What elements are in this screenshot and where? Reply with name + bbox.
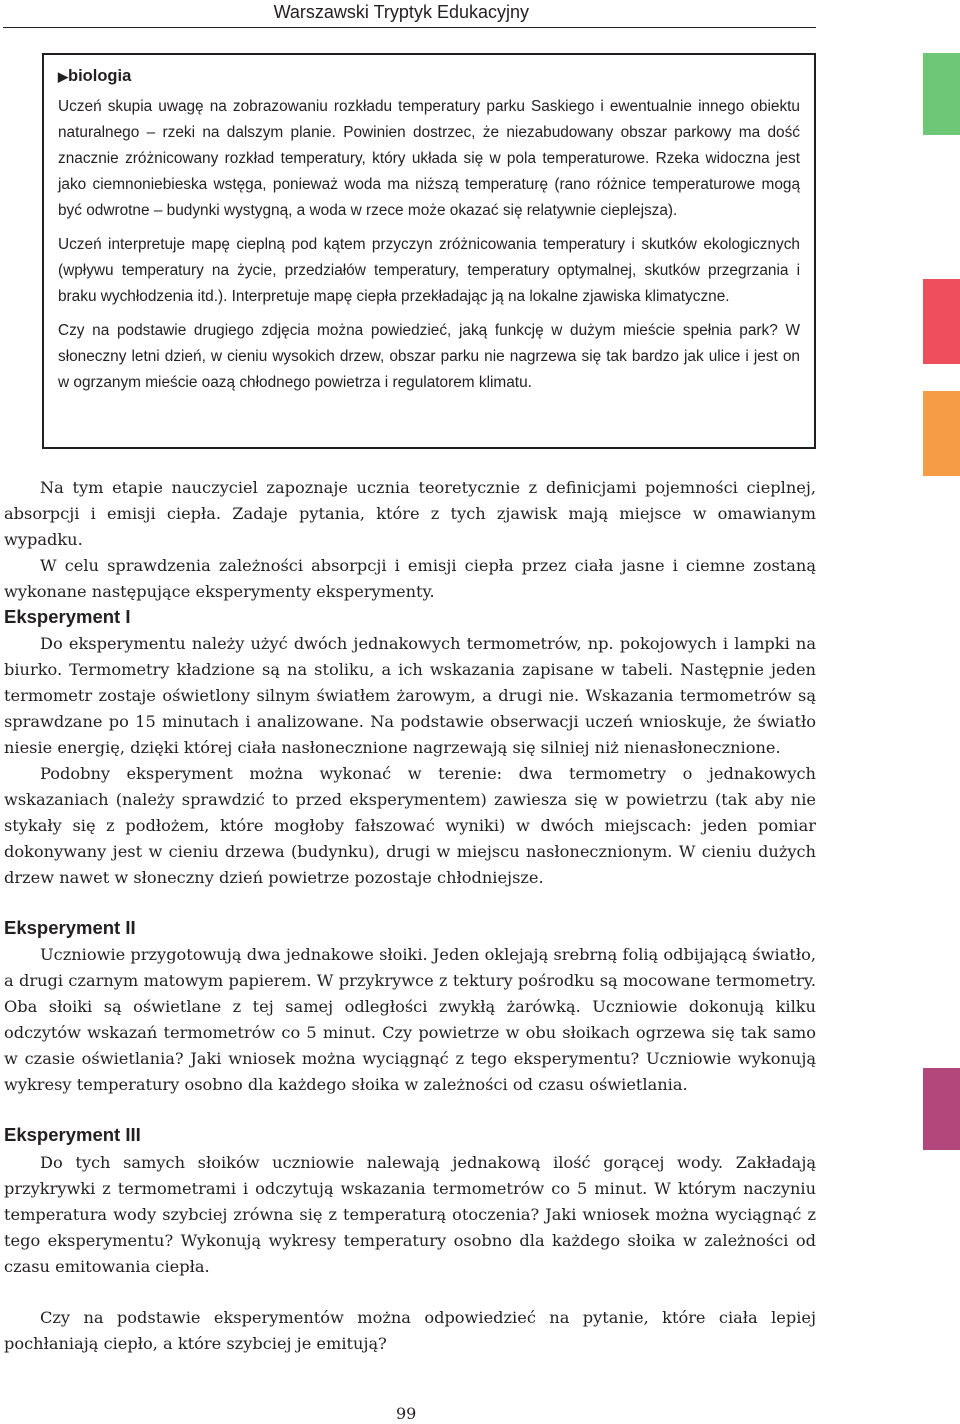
body-paragraph: Na tym etapie nauczyciel zapoznaje ucznia teoretycznie z definicjami pojemności cieplnej, absorpcji i emisji ciepła. Zadaje pytania, które z tych zjawisk mają miejsce w omawianym wypadku. [4, 478, 816, 549]
experiment-1-text [4, 631, 816, 891]
box-heading [58, 65, 800, 88]
experiment-3-title: Eksperyment III [4, 1124, 141, 1145]
body-paragraph: Czy na podstawie eksperymentów można odpowiedzieć na pytanie, które ciała lepiej pochłaniają ciepło, a które szybciej je emitują? [4, 1308, 816, 1353]
experiment-2-text [4, 942, 816, 1098]
box-paragraph: Czy na podstawie drugiego zdjęcia można powiedzieć, jaką funkcję w dużym mieście spełnia park? W słoneczny letni dzień, w cieniu wysokich drzew, obszar parku nie nagrzewa się tak bardzo jak ulice i jest on w ogrzanym mieście oazą chłodnego powietrza i regulatorem klimatu. [58, 322, 800, 391]
biology-info-box [42, 53, 816, 449]
experiment-3-text [4, 1150, 816, 1280]
running-header: Warszawski Tryptyk Edukacyjny [273, 2, 529, 22]
header-rule [3, 27, 816, 28]
experiment-1-title: Eksperyment I [4, 606, 131, 627]
section-tab-orange [923, 391, 960, 476]
section-tab-purple [923, 1068, 960, 1150]
body-paragraph: Podobny eksperyment można wykonać w terenie: dwa termometry o jednakowych wskazaniach (należy sprawdzić to przed eksperymentem) zawiesza się w powietrzu (tak aby nie stykały się z podłożem, które mogłoby fałszować wyniki) w dwóch miejscach: jeden pomiar dokonywany jest w cieniu drzewa (budynku), drugi w miejscu nasłonecznionym. W cieniu dużych drzew nawet w słoneczny dzień powietrze pozostaje chłodniejsze. [4, 764, 816, 887]
body-paragraph: Do eksperymentu należy użyć dwóch jednakowych termometrów, np. pokojowych i lampki na biurko. Termometry kładzione są na stoliku, a ich wskazania zapisane w tabeli. Następnie jeden termometr zostaje oświetlony silnym światłem żarowym, a drugi nie. Wskazania termometrów są sprawdzane po 15 minutach i analizowane. Na podstawie obserwacji uczeń wnioskuje, że światło niesie energię, dzięki której ciała nasłonecznione nagrzewają się silniej niż nienasłonecznione. [4, 634, 816, 757]
intro-text [4, 475, 816, 605]
section-tab-red [923, 279, 960, 364]
page-number: 99 [396, 1404, 417, 1423]
box-paragraph: Uczeń interpretuje mapę cieplną pod kątem przyczyn zróżnicowania temperatury i skutków ekologicznych (wpływu temperatury na życie, przedziałów temperatury, temperatury optymalnej, skutków przegrzania i braku wychłodzenia itd.). Interpretuje mapę ciepła przekładając ją na lokalne zjawiska klimatyczne. [58, 236, 800, 305]
closing-question [4, 1305, 816, 1357]
triangle-bullet-icon: ▶ [58, 69, 68, 84]
box-heading-label: biologia [68, 67, 132, 85]
box-paragraph: Uczeń skupia uwagę na zobrazowaniu rozkładu temperatury parku Saskiego i ewentualnie innego obiektu naturalnego – rzeki na dalszym planie. Powinien dostrzec, że niezabudowany obszar parkowy ma dość znacznie zróżnicowany rozkład temperatury, który układa się w pola temperaturowe. Rzeka widoczna jest jako ciemnoniebieska wstęga, ponieważ woda ma niższą temperaturę (rano różnice temperaturowe mogą być odwrotne – budynki wystygną, a woda w rzece może okazać się relatywnie cieplejsza). [58, 98, 800, 219]
body-paragraph: Uczniowie przygotowują dwa jednakowe słoiki. Jeden oklejają srebrną folią odbijającą światło, a drugi czarnym matowym papierem. W przykrywce z tektury pośrodku są mocowane termometry. Oba słoiki są oświetlane z tej samej odległości zwykłą żarówką. Uczniowie dokonują kilku odczytów wskazań termometrów co 5 minut. Czy powietrze w obu słoikach ogrzewa się tak samo w czasie oświetlania? Jaki wniosek można wyciągnąć z tego eksperymentu? Uczniowie wykonują wykresy temperatury osobno dla każdego słoika w zależności od czasu oświetlania. [4, 945, 816, 1094]
section-tab-green [923, 53, 960, 135]
experiment-2-title: Eksperyment II [4, 917, 136, 938]
body-paragraph: Do tych samych słoików uczniowie nalewają jednakową ilość gorącej wody. Zakładają przykrywki z termometrami i odczytują wskazania termometrów co 5 minut. W którym naczyniu temperatura wody szybciej zrówna się z temperaturą otoczenia? Jaki wniosek można wyciągnąć z tego eksperymentu? Wykonują wykresy temperatury osobno dla każdego słoika w zależności od czasu emitowania ciepła. [4, 1153, 816, 1276]
body-paragraph: W celu sprawdzenia zależności absorpcji i emisji ciepła przez ciała jasne i ciemne zostaną wykonane następujące eksperymenty eksperymenty. [4, 556, 816, 601]
